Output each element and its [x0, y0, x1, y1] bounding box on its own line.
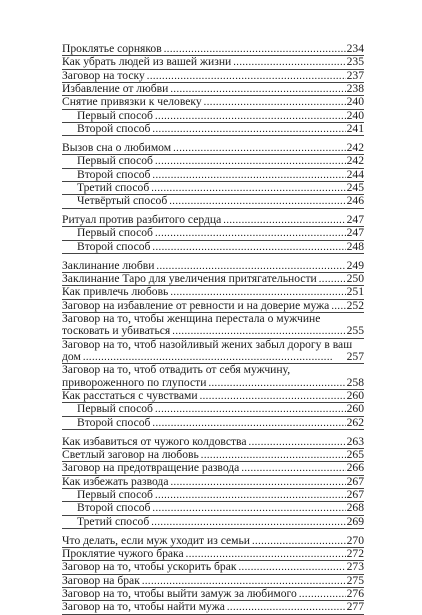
dot-leader — [152, 503, 345, 515]
toc-page-number: 235 — [346, 55, 364, 69]
dot-leader — [200, 391, 346, 403]
toc-subentry — [62, 155, 364, 168]
toc-entry-title: Заговор на то, чтобы выйти замуж за любимого — [62, 586, 297, 600]
dot-leader — [252, 536, 346, 548]
toc-subentry — [62, 195, 364, 208]
toc-subentry — [62, 182, 364, 195]
toc-entry — [62, 462, 364, 475]
toc-entry-title: Что делать, если муж уходит из семьи — [62, 533, 250, 547]
toc-entry — [62, 286, 364, 299]
toc-entry-title: Как привлечь любовь — [62, 285, 169, 299]
toc-entry-title: Заговор на то, чтоб назойливый жених забыл дорогу в ваш — [62, 337, 353, 351]
dot-leader — [249, 437, 346, 449]
dot-leader — [151, 183, 345, 195]
toc-page-number: 260 — [346, 402, 364, 416]
toc-page-number: 237 — [346, 68, 364, 82]
dot-leader — [299, 589, 346, 601]
toc-page-number: 249 — [346, 258, 364, 272]
toc-page-number: 255 — [346, 324, 364, 338]
toc-page-number: 272 — [346, 546, 364, 560]
dot-leader — [155, 156, 346, 168]
dot-leader — [155, 404, 346, 416]
toc-entry-title: Вызов сна о любимом — [62, 140, 172, 154]
dot-leader — [155, 228, 346, 240]
toc-page-number: 268 — [346, 501, 364, 515]
toc-page-number: 241 — [346, 122, 364, 136]
toc-entry-title: Избавление от любви — [62, 82, 169, 96]
dot-leader — [155, 111, 346, 123]
dot-leader — [151, 517, 345, 529]
toc-entry-title: Первый способ — [77, 488, 153, 501]
dot-leader — [241, 463, 345, 475]
toc-subentry — [62, 502, 364, 515]
toc-page-number: 262 — [346, 415, 364, 429]
toc-entry-title: Заговор на то, чтоб отвадить от себя мужчину, — [62, 363, 291, 377]
toc-page-number: 251 — [346, 285, 364, 299]
toc-entry-title: Первый способ — [77, 108, 153, 122]
toc-page-number: 267 — [346, 488, 364, 501]
toc-page-number: 238 — [346, 82, 364, 96]
toc-entry — [62, 436, 364, 449]
dot-leader — [233, 57, 345, 69]
toc-page-number: 277 — [346, 600, 364, 614]
toc-entry-title: Светлый заговор на любовь — [62, 447, 199, 461]
dot-leader — [170, 287, 345, 299]
toc-entry-title: тосковать и убиваться — [62, 324, 171, 338]
toc-page-number: 276 — [346, 586, 364, 600]
toc-page-number: 265 — [346, 447, 364, 461]
toc-entry — [62, 535, 364, 548]
toc-page-number: 257 — [346, 350, 364, 364]
toc-entry — [62, 575, 364, 588]
toc-entry — [62, 548, 364, 561]
toc-entry — [62, 364, 364, 390]
toc-entry-title: Третий способ — [77, 514, 150, 528]
toc-page-number: 266 — [346, 461, 364, 475]
toc-entry — [62, 56, 364, 69]
toc-page-number: 258 — [346, 375, 364, 389]
toc-page-number: 234 — [346, 42, 364, 55]
toc-entry — [62, 300, 364, 313]
toc-entry — [62, 142, 364, 155]
toc-subentry — [62, 169, 364, 182]
toc-entry-title: Второй способ — [77, 415, 151, 429]
dot-leader — [223, 215, 345, 227]
dot-leader — [204, 97, 346, 109]
dot-leader — [173, 143, 346, 155]
toc-entry — [62, 96, 364, 109]
toc-page-number: 275 — [346, 573, 364, 587]
toc-entry — [62, 476, 364, 489]
toc-page-number: 240 — [346, 108, 364, 122]
dot-leader — [331, 301, 345, 313]
toc-entry-title: Третий способ — [77, 180, 150, 194]
toc-entry-title: Четвёртый способ — [77, 194, 168, 208]
dot-leader — [152, 242, 345, 254]
toc-entry-title: Заговор на то, чтобы женщина перестала о мужчине — [62, 312, 321, 326]
toc-entry-title: Первый способ — [77, 402, 153, 416]
toc-entry-title: Как избежать развода — [62, 474, 169, 488]
toc-page-number: 240 — [346, 95, 364, 109]
toc-entry — [62, 339, 364, 365]
toc-subentry — [62, 403, 364, 416]
toc-entry — [62, 390, 364, 403]
toc-page-number: 247 — [346, 226, 364, 240]
toc-entry-title: Заговор на предотвращение развода — [62, 461, 240, 475]
dot-leader — [152, 124, 345, 136]
toc-entry-title: Проклятье сорняков — [62, 42, 162, 55]
toc-entry-title: Снятие привязки к человеку — [62, 95, 202, 109]
toc-entry-title: Заговор на то, чтобы ускорить брак — [62, 560, 237, 574]
toc-entry-title: Заговор на брак — [62, 573, 140, 587]
toc-entry-title: дом — [62, 350, 81, 364]
toc-page-number: 273 — [346, 560, 364, 574]
toc-page-number: 260 — [346, 389, 364, 403]
dot-leader — [152, 170, 345, 182]
dot-leader — [208, 378, 345, 390]
toc-entry-title: Проклятие чужого брака — [62, 546, 184, 560]
toc-subentry — [62, 489, 364, 502]
dot-leader — [239, 562, 346, 574]
dot-leader — [152, 418, 345, 430]
toc-entry-title: Заговор на то, чтобы найти мужа — [62, 600, 225, 614]
toc-page-number: 244 — [346, 167, 364, 181]
toc-entry — [62, 260, 364, 273]
toc-entry-title: Заговор на тоску — [62, 68, 145, 82]
table-of-contents — [62, 43, 364, 615]
toc-entry — [62, 313, 364, 339]
dot-leader — [319, 274, 346, 286]
toc-page-number: 248 — [346, 239, 364, 253]
toc-page-number: 242 — [346, 154, 364, 168]
toc-entry — [62, 214, 364, 227]
toc-entry-title: Заклинание Таро для увеличения притягательности — [62, 272, 317, 285]
toc-entry — [62, 588, 364, 601]
toc-page-number: 245 — [346, 180, 364, 194]
toc-page-number: 242 — [346, 140, 364, 154]
dot-leader — [170, 477, 345, 489]
toc-subentry — [62, 516, 364, 529]
toc-entry-title: Второй способ — [77, 122, 151, 136]
toc-page-number: 269 — [346, 514, 364, 528]
toc-entry — [62, 561, 364, 574]
toc-subentry — [62, 227, 364, 240]
toc-entry-title: Второй способ — [77, 167, 151, 181]
toc-entry-title: Как убрать людей из вашей жизни — [62, 55, 232, 69]
toc-entry-title: Заговор на избавление от ревности и на доверие мужа — [62, 298, 330, 312]
dot-leader — [147, 71, 346, 83]
toc-subentry — [62, 241, 364, 254]
toc-entry-title: Как расстаться с чувствами — [62, 389, 198, 403]
toc-entry-title: Первый способ — [77, 154, 153, 168]
toc-entry — [62, 273, 364, 286]
toc-subentry — [62, 123, 364, 136]
toc-page-number: 270 — [346, 533, 364, 547]
toc-entry-title: Второй способ — [77, 239, 151, 253]
toc-entry — [62, 83, 364, 96]
toc-page-number: 247 — [346, 213, 364, 227]
toc-page-number: 263 — [346, 434, 364, 448]
toc-entry — [62, 449, 364, 462]
toc-page-number: 246 — [346, 194, 364, 208]
dot-leader — [172, 326, 345, 338]
toc-subentry — [62, 417, 364, 430]
toc-entry-title: Заклинание любви — [62, 258, 155, 272]
toc-entry-title: Как избавиться от чужого колдовства — [62, 434, 247, 448]
toc-entry-title: привороженного по глупости — [62, 375, 207, 389]
toc-entry — [62, 70, 364, 83]
toc-entry-title: Ритуал против разбитого сердца — [62, 213, 222, 227]
dot-leader — [227, 602, 346, 614]
toc-entry-title: Первый способ — [77, 226, 153, 240]
toc-page-number: 252 — [346, 298, 364, 312]
toc-page-number: 267 — [346, 474, 364, 488]
toc-entry — [62, 43, 364, 56]
dot-leader — [169, 196, 345, 208]
toc-entry — [62, 601, 364, 614]
toc-page-number: 250 — [346, 272, 364, 285]
toc-subentry — [62, 110, 364, 123]
dot-leader — [155, 490, 346, 502]
toc-entry-title: Второй способ — [77, 501, 151, 515]
